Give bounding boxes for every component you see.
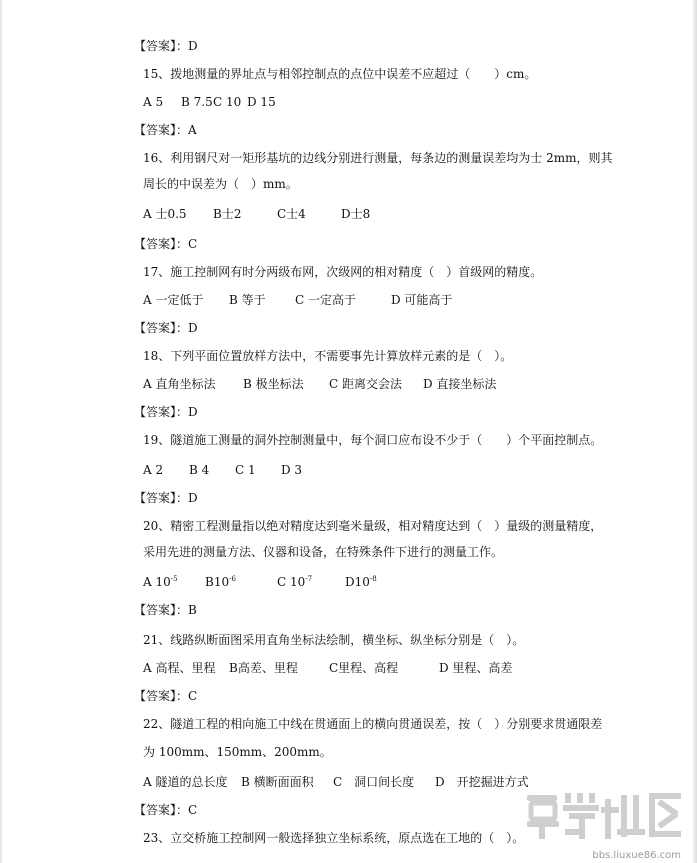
option-exponent: -8 [369,575,377,583]
option-item: D 3 [281,463,303,477]
answer-line: 【答案】：B [134,603,197,617]
watermark-logo [525,789,683,841]
watermark-url: bbs.liuxue86.com [592,850,681,861]
question-text: 15、拨地测量的界址点与相邻控制点的点位中误差不应超过（ ）cm。 [143,67,537,81]
question-text: 22、隧道工程的相向施工中线在贯通面上的横向贯通误差，按（ ）分别要求贯通限差 [143,717,603,731]
answer-line: 【答案】：C [134,237,198,251]
option-item: D士8 [341,207,371,221]
option-exponent: -5 [170,575,178,583]
answer-line: 【答案】：D [134,405,198,419]
option-item [143,574,178,590]
answer-line: 【答案】：A [134,123,197,137]
answer-line: 【答案】：D [134,491,198,505]
option-item: C 一定高于 [295,293,356,307]
option-item: B 7.5 [181,95,213,109]
option-exponent: -7 [305,575,313,583]
option-item: A 直角坐标法 [143,377,216,391]
option-item: C 10 [213,95,242,109]
question-text: 16、利用钢尺对一矩形基坑的边线分别进行测量，每条边的测量误差均为士 2mm，则其 [143,151,613,165]
answer-line: 【答案】：D [134,39,198,53]
option-item: B 横断面面积 [241,775,314,789]
option-item: C士4 [277,207,306,221]
question-text: 采用先进的测量方法、仪器和设备，在特殊条件下进行的测量工作。 [143,545,504,559]
option-item: A 隧道的总长度 [143,775,228,789]
question-text: 18、下列平面位置放样方法中，不需要事先计算放样元素的是（ ）。 [143,349,513,363]
question-text: 周长的中误差为（ ）mm。 [143,177,298,191]
option-base: B10 [205,575,230,589]
option-item: B 4 [189,463,210,477]
option-item [205,574,236,590]
option-item [345,574,377,590]
option-item: B 极坐标法 [243,377,304,391]
option-item: C 距离交会法 [329,377,402,391]
option-item: D 15 [247,95,276,109]
option-item: C里程、高程 [329,661,399,675]
option-item: D 开挖掘进方式 [435,775,529,789]
option-item: C 洞口间长度 [333,775,415,789]
option-item: A 5 [143,95,164,109]
answer-line: 【答案】：D [134,321,198,335]
option-item: D 可能高于 [391,293,453,307]
option-item: A 2 [143,463,164,477]
question-text: 20、精密工程测量指以绝对精度达到毫米量级，相对精度达到（ ）量级的测量精度， [143,519,603,533]
option-item: D 里程、高差 [439,661,513,675]
option-item: A 士0.5 [143,207,187,221]
option-item: A 高程、里程 [143,661,216,675]
option-item [277,574,312,590]
option-item: D 直接坐标法 [423,377,497,391]
option-base: A 10 [143,575,171,589]
option-base: D10 [345,575,370,589]
option-item: B士2 [213,207,242,221]
question-text: 19、隧道施工测量的洞外控制测量中，每个洞口应布设不少于（ ）个平面控制点。 [143,433,603,447]
question-text: 23、立交桥施工控制网一般选择独立坐标系统，原点选在工地的（ ）。 [143,831,525,845]
option-base: C 10 [277,575,306,589]
question-text: 为 100mm、150mm、200mm。 [143,745,332,759]
option-exponent: -6 [229,575,236,583]
question-text: 21、线路纵断面图采用直角坐标法绘制，横坐标、纵坐标分别是（ ）。 [143,633,525,647]
answer-line: 【答案】：C [134,689,198,703]
question-text: 17、施工控制网有时分两级布网，次级网的相对精度（ ）首级网的精度。 [143,265,543,279]
answer-line: 【答案】：C [134,803,198,817]
page-edge-left [0,0,2,863]
option-item: B高差、里程 [229,661,298,675]
option-item: C 1 [235,463,256,477]
option-item: A 一定低于 [143,293,204,307]
option-item: B 等于 [229,293,266,307]
